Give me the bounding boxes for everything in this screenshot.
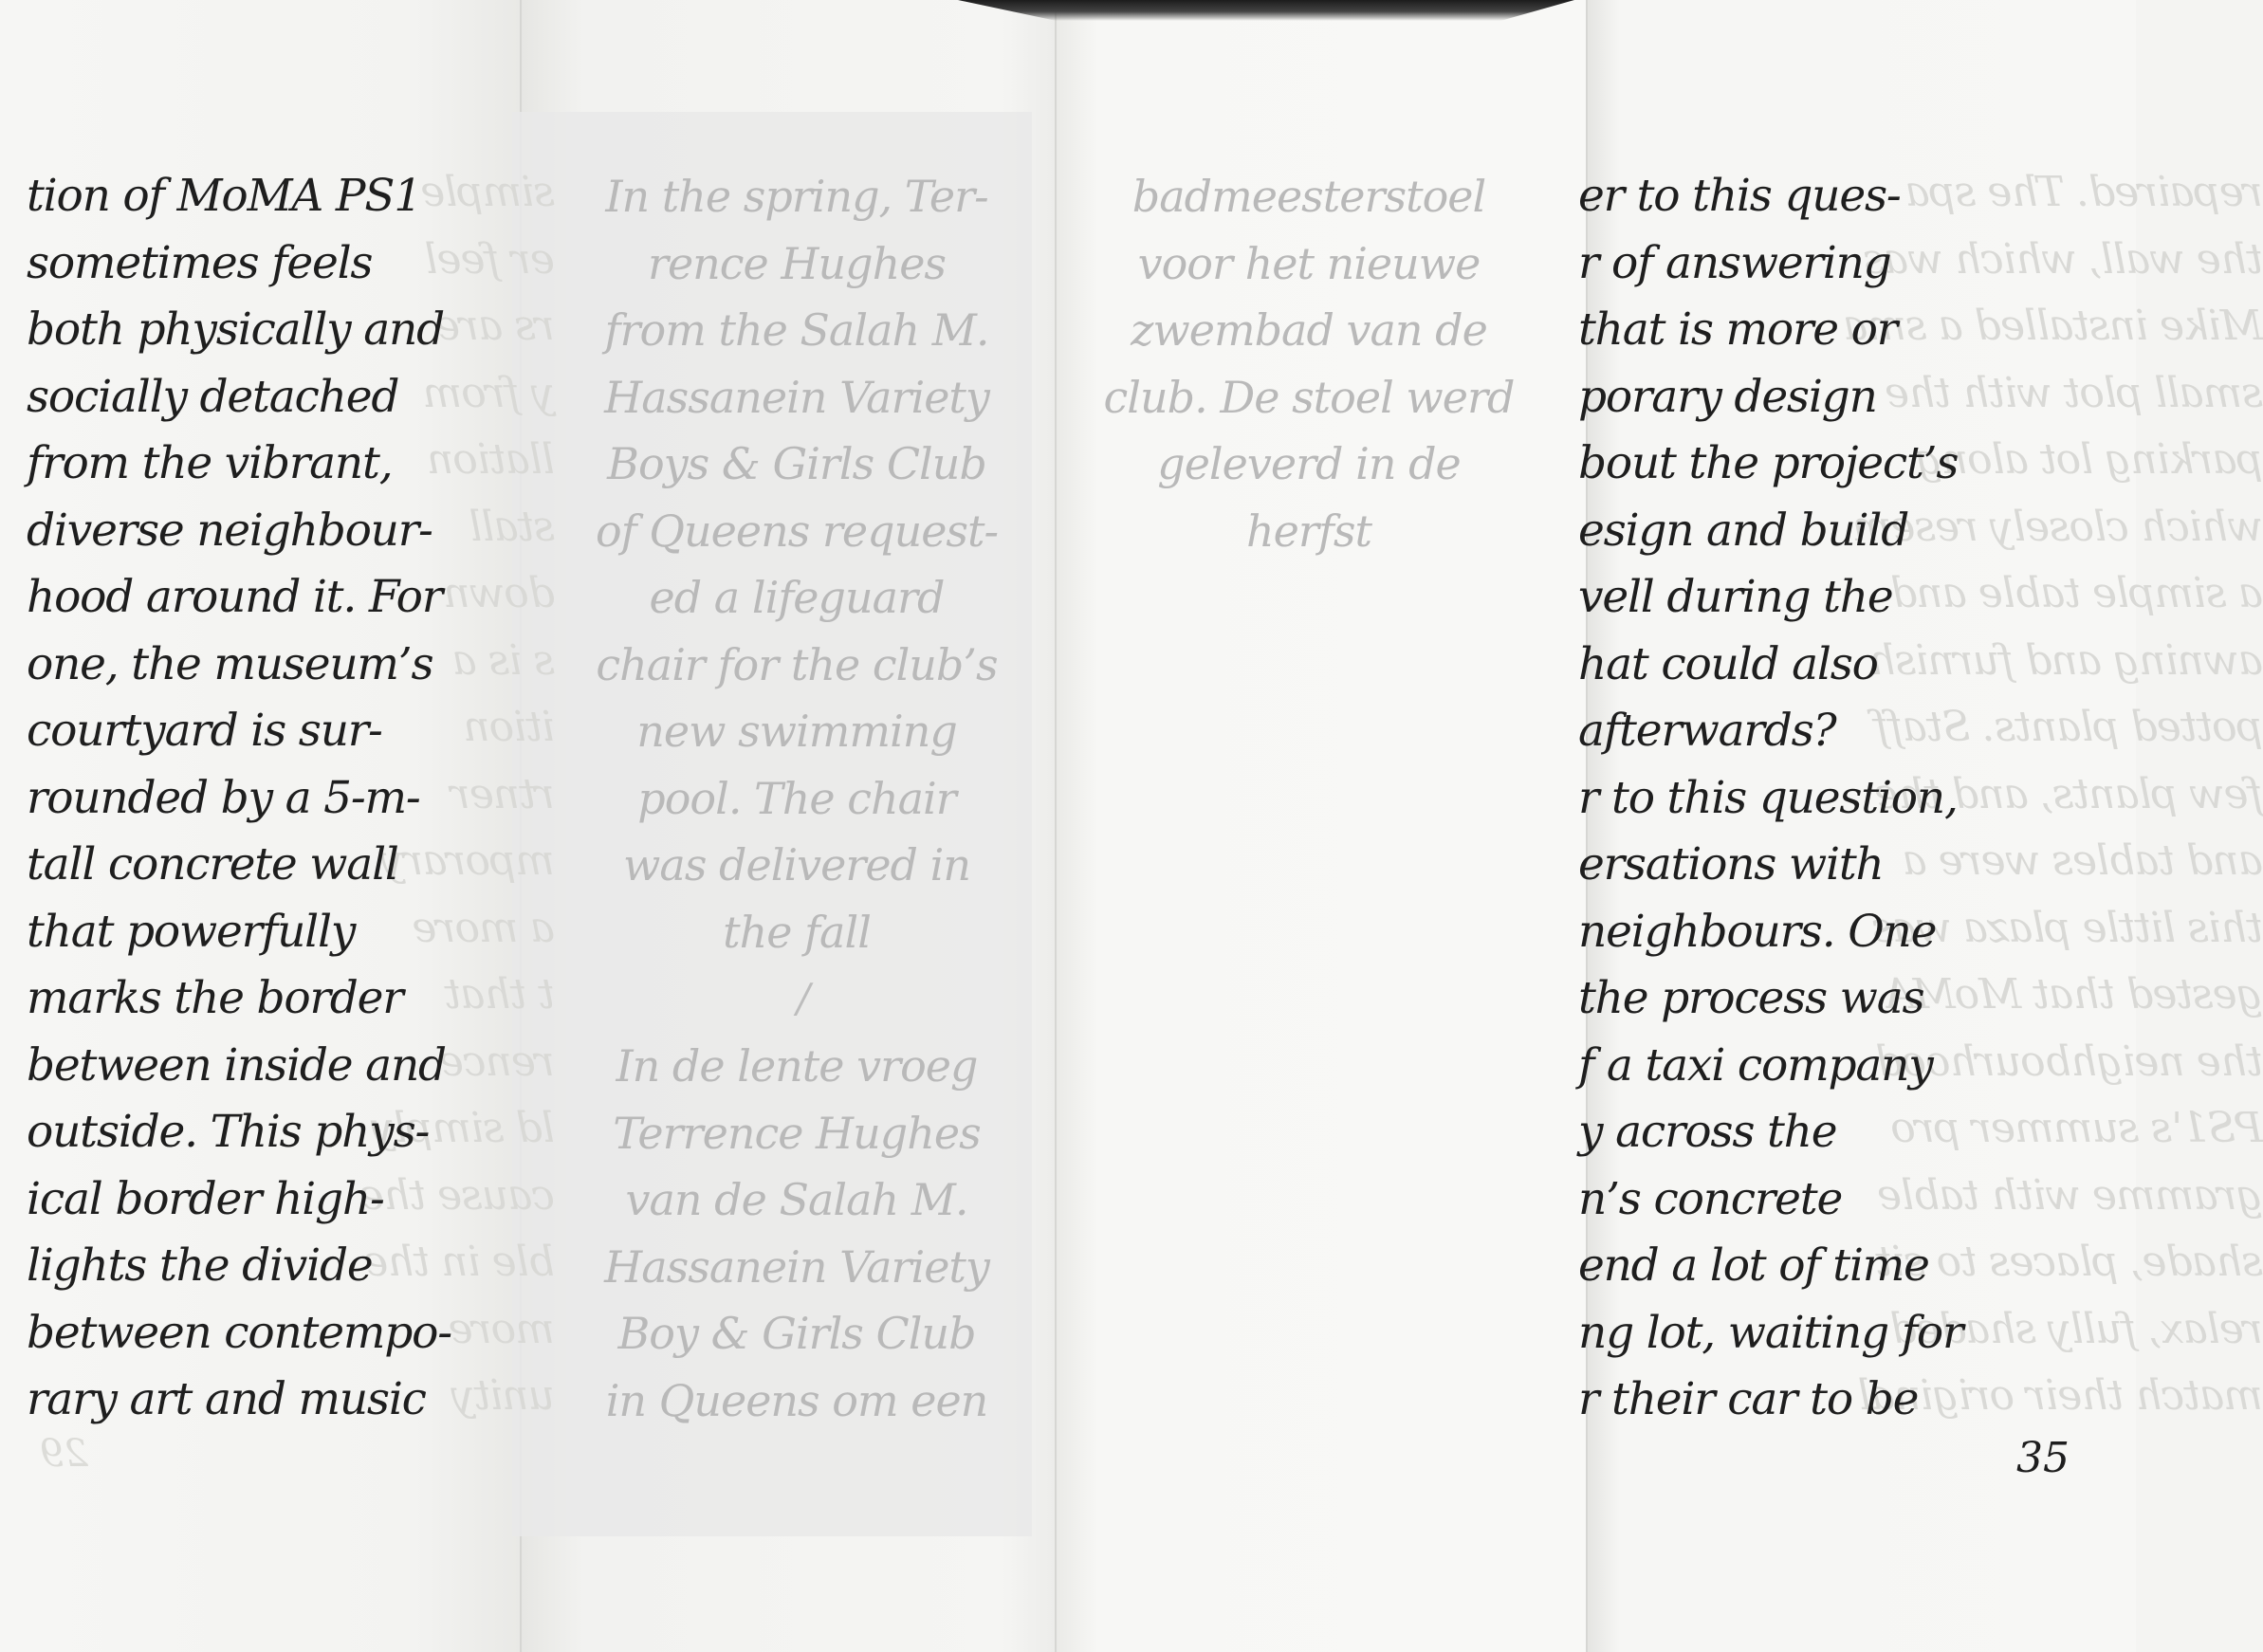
text-line: shade, places to sit <box>1876 1238 2263 1286</box>
text-line: rs are <box>435 302 555 350</box>
text-line: the wall, which was <box>1864 234 2263 284</box>
text-line: s is a <box>452 635 555 685</box>
text-line: hat could also <box>1578 637 1878 690</box>
text-line: geleverd in de <box>1157 438 1461 489</box>
text-line: rtner <box>451 769 555 818</box>
text-line: from the vibrant, <box>27 437 393 489</box>
language-separator: / <box>797 975 811 1021</box>
text-line: small plot with the <box>1885 368 2263 417</box>
text-line: marks the border <box>27 972 403 1024</box>
text-line: new swimming <box>636 706 957 757</box>
text-line: gested that MoMA <box>1884 970 2263 1019</box>
text-line: r of answering <box>1578 236 1891 289</box>
text-line: courtyard is sur- <box>27 705 382 757</box>
text-line: y from <box>423 368 555 417</box>
text-line: club. De stoel werd <box>1103 371 1515 423</box>
text-line: awning and furnish <box>1869 635 2263 685</box>
caption-english <box>569 163 1024 965</box>
text-line: Hassanein Variety <box>604 1240 989 1293</box>
text-line: esign and build <box>1578 504 1909 557</box>
text-line: from the Salah M. <box>604 304 989 356</box>
text-line: few plants, and the <box>1875 769 2263 818</box>
show-through-page-number: 29 <box>40 1432 88 1476</box>
text-line: ition <box>464 703 555 751</box>
text-line: a simple table and <box>1891 569 2263 617</box>
text-line: repaired. The spa <box>1905 168 2263 216</box>
text-line: gramme with table <box>1877 1170 2263 1220</box>
text-line: rence Hughes <box>647 237 947 289</box>
right-page-text <box>1578 163 1962 1434</box>
text-line: ersations with <box>1578 838 1884 890</box>
text-line: Mike installed a sma <box>1844 302 2263 350</box>
text-line: relax, fully shaded <box>1890 1304 2263 1353</box>
page-number: 35 <box>2016 1434 2070 1482</box>
text-line: herfst <box>1246 505 1371 557</box>
text-line: chair for the club’s <box>596 638 998 690</box>
text-line: afterwards? <box>1578 705 1836 757</box>
text-line: ical border high- <box>27 1172 384 1225</box>
text-line: ld simply <box>372 1104 555 1152</box>
text-line: neighbours. One <box>1578 905 1937 958</box>
text-line: was delivered in <box>623 839 970 890</box>
left-page-text <box>27 163 451 1434</box>
text-line: rary art and music <box>27 1373 426 1425</box>
text-line: that powerfully <box>27 905 356 958</box>
text-line: f a taxi company <box>1578 1038 1933 1092</box>
page-fold <box>1055 0 1057 1652</box>
text-line: this little plaza was <box>1872 903 2263 952</box>
text-line: er feel <box>425 234 555 284</box>
text-line: r to this question, <box>1578 771 1958 824</box>
text-line: that is more or <box>1578 303 1897 356</box>
text-line: In de lente vroeg <box>616 1040 978 1092</box>
text-line: Terrence Hughes <box>613 1107 981 1159</box>
text-line: pool. The chair <box>637 772 956 824</box>
caption-dutch-continued <box>1091 163 1527 564</box>
text-line: and tables were a <box>1903 836 2263 885</box>
text-line: ng lot, waiting for <box>1578 1306 1963 1359</box>
text-line: vell during the <box>1578 571 1893 623</box>
text-line: parking lot along <box>1916 435 2263 484</box>
text-line: n’s concrete <box>1578 1172 1843 1225</box>
caption-dutch <box>569 1033 1024 1434</box>
text-line: Hassanein Variety <box>604 371 989 423</box>
text-line: simple <box>421 168 555 216</box>
text-line: llation <box>427 435 555 484</box>
text-line: lights the divide <box>27 1239 373 1292</box>
text-line: tall concrete wall <box>27 838 398 890</box>
text-line: ed a lifeguard <box>649 572 945 623</box>
text-line: between inside and <box>27 1038 446 1092</box>
text-line: more <box>449 1304 555 1353</box>
text-line: Boys & Girls Club <box>607 438 986 489</box>
text-line: between contempo- <box>27 1306 451 1359</box>
text-line: in Queens om een <box>605 1374 988 1426</box>
text-line: of Queens request- <box>595 505 999 557</box>
text-line: unity <box>451 1371 555 1420</box>
text-line: PS1's summer pro <box>1891 1104 2263 1152</box>
text-line: match their original <box>1858 1371 2263 1420</box>
text-line: er to this ques- <box>1578 170 1901 222</box>
text-line: t that <box>445 970 555 1019</box>
text-line: socially detached <box>27 370 399 423</box>
text-line: the process was <box>1578 972 1924 1024</box>
text-line: sometimes feels <box>27 236 373 289</box>
text-line: porary design <box>1578 370 1877 423</box>
text-line: hood around it. For <box>27 571 443 623</box>
text-line: diverse neighbour- <box>27 504 432 557</box>
text-line: cause the <box>360 1170 555 1220</box>
text-line: stall <box>469 502 555 551</box>
text-line: the fall <box>723 906 871 958</box>
text-line: rounded by a 5-m- <box>27 771 420 824</box>
text-line: both physically and <box>27 303 445 356</box>
text-line: mporary <box>381 836 555 885</box>
text-line: r their car to be <box>1578 1373 1919 1425</box>
text-line: In the spring, Ter- <box>605 171 988 222</box>
text-line: one, the museum’s <box>27 637 433 690</box>
binding-shadow <box>958 0 1574 21</box>
text-line: end a lot of time <box>1578 1239 1929 1292</box>
text-line: tion of MoMA PS1 <box>27 170 422 222</box>
text-line: rence <box>439 1037 555 1086</box>
text-line: badmeesterstoel <box>1132 171 1486 222</box>
text-line: which closely resem <box>1852 502 2263 551</box>
text-line: Boy & Girls Club <box>617 1308 976 1359</box>
text-line: voor het nieuwe <box>1137 237 1481 289</box>
text-line: the neighbourhood <box>1876 1037 2263 1086</box>
text-line: down <box>444 569 555 617</box>
text-line: a more <box>413 903 555 952</box>
text-line: outside. This phys- <box>27 1106 430 1158</box>
text-line: potted plants. Staff <box>1873 703 2263 751</box>
text-line: bout the project’s <box>1578 437 1959 489</box>
text-line: zwembad van de <box>1131 304 1487 356</box>
text-line: ble in the <box>364 1238 555 1286</box>
text-line: y across the <box>1578 1106 1837 1158</box>
text-line: van de Salah M. <box>625 1174 968 1225</box>
